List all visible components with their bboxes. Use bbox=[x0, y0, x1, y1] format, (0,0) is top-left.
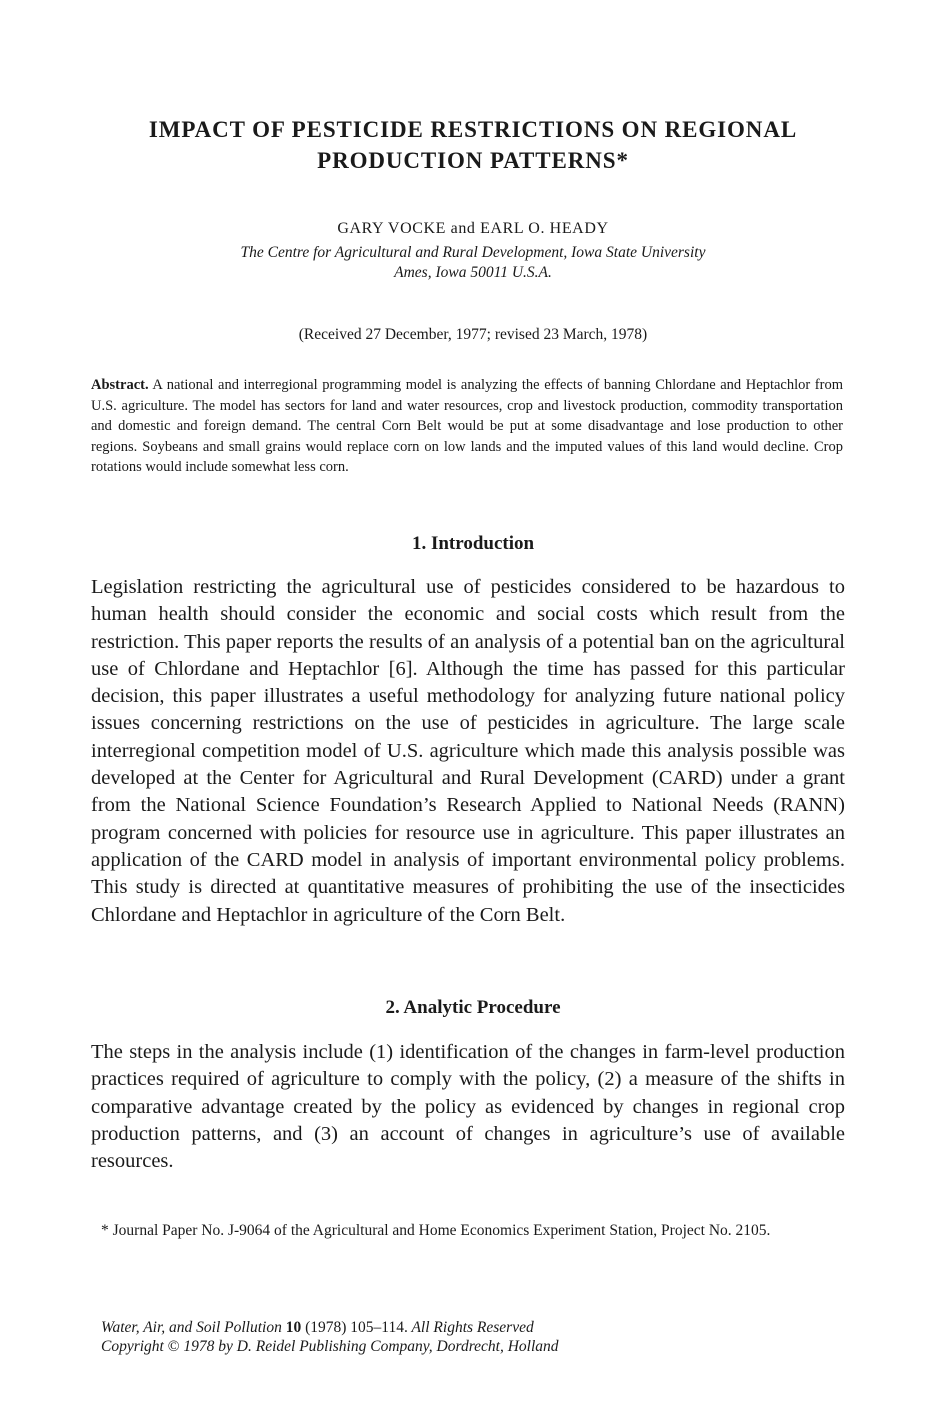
journal-volume: 10 bbox=[285, 1319, 302, 1336]
affiliation-line-1: The Centre for Agricultural and Rural Development, Iowa State University bbox=[240, 244, 706, 261]
copyright-prefix: Copyright bbox=[101, 1338, 164, 1355]
section-heading-analytic-procedure: 2. Analytic Procedure bbox=[385, 997, 561, 1018]
section-heading-introduction: 1. Introduction bbox=[411, 533, 535, 554]
journal-line bbox=[101, 1318, 861, 1337]
copyright-line bbox=[101, 1337, 861, 1356]
journal-rights: All Rights Reserved bbox=[411, 1319, 534, 1336]
abstract-text: A national and interregional programming model is analyzing the effects of banning Chlordane and Heptachlor from U.S. agriculture. The model has sectors for land and water resources, crop and livestock production, commodity transportation and domestic and foreign demand. The central Corn Belt would be put at some disadvantage and lose production to other regions. Soybeans and small grains would replace corn on low lands and the imputed values of this land would decline. Crop rotations would include somewhat less corn. bbox=[91, 377, 843, 475]
abstract bbox=[91, 375, 843, 478]
journal-year-pages: (1978) 105–114. bbox=[305, 1319, 408, 1336]
copyright-symbol: © bbox=[167, 1338, 180, 1355]
footnote: * Journal Paper No. J-9064 of the Agricultural and Home Economics Experiment Station, Project No. 2105. bbox=[101, 1222, 771, 1239]
author-list: GARY VOCKE and EARL O. HEADY bbox=[337, 220, 609, 237]
paper-title: IMPACT OF PESTICIDE RESTRICTIONS ON REGIONAL PRODUCTION PATTERNS* bbox=[148, 117, 798, 173]
abstract-label: Abstract. bbox=[91, 377, 149, 393]
copyright-rest: 1978 by D. Reidel Publishing Company, Dordrecht, Holland bbox=[183, 1338, 559, 1355]
affiliation-line-2: Ames, Iowa 50011 U.S.A. bbox=[394, 264, 552, 281]
journal-info bbox=[101, 1318, 861, 1356]
affiliation bbox=[80, 243, 866, 283]
journal-name: Water, Air, and Soil Pollution bbox=[101, 1319, 282, 1336]
section-text-introduction: Legislation restricting the agricultural use of pesticides considered to be hazardous to human health should consider the economic and social costs which result from the restriction. This paper reports the results of an analysis of a potential ban on the agricultural use of Chlordane and Heptachlor [6]. Although the time has passed for this particular decision, this paper illustrates a useful methodology for analyzing future national policy issues concerning restrictions on the use of pesticides in agriculture. The large scale interregional competition model of U.S. agriculture which made this analysis possible was developed at the Center for Agricultural and Rural Development (CARD) under a grant from the National Science Foundation’s Research Applied to National Needs (RANN) program concerned with policies for resource use in agriculture. This paper illustrates an application of the CARD model in analysis of important environmental policy problems. This study is directed at quantitative measures of prohibiting the use of the insecticides Chlordane and Heptachlor in agriculture of the Corn Belt. bbox=[91, 576, 845, 926]
section-text-analytic-procedure: The steps in the analysis include (1) identification of the changes in farm-level production practices required of agriculture to comply with the policy, (2) a measure of the shifts in comparative advantage created by the policy as evidenced by changes in regional crop production patterns, and (3) an account of changes in agriculture’s use of available resources. bbox=[91, 1041, 845, 1173]
received-dates: (Received 27 December, 1977; revised 23 March, 1978) bbox=[298, 326, 648, 343]
